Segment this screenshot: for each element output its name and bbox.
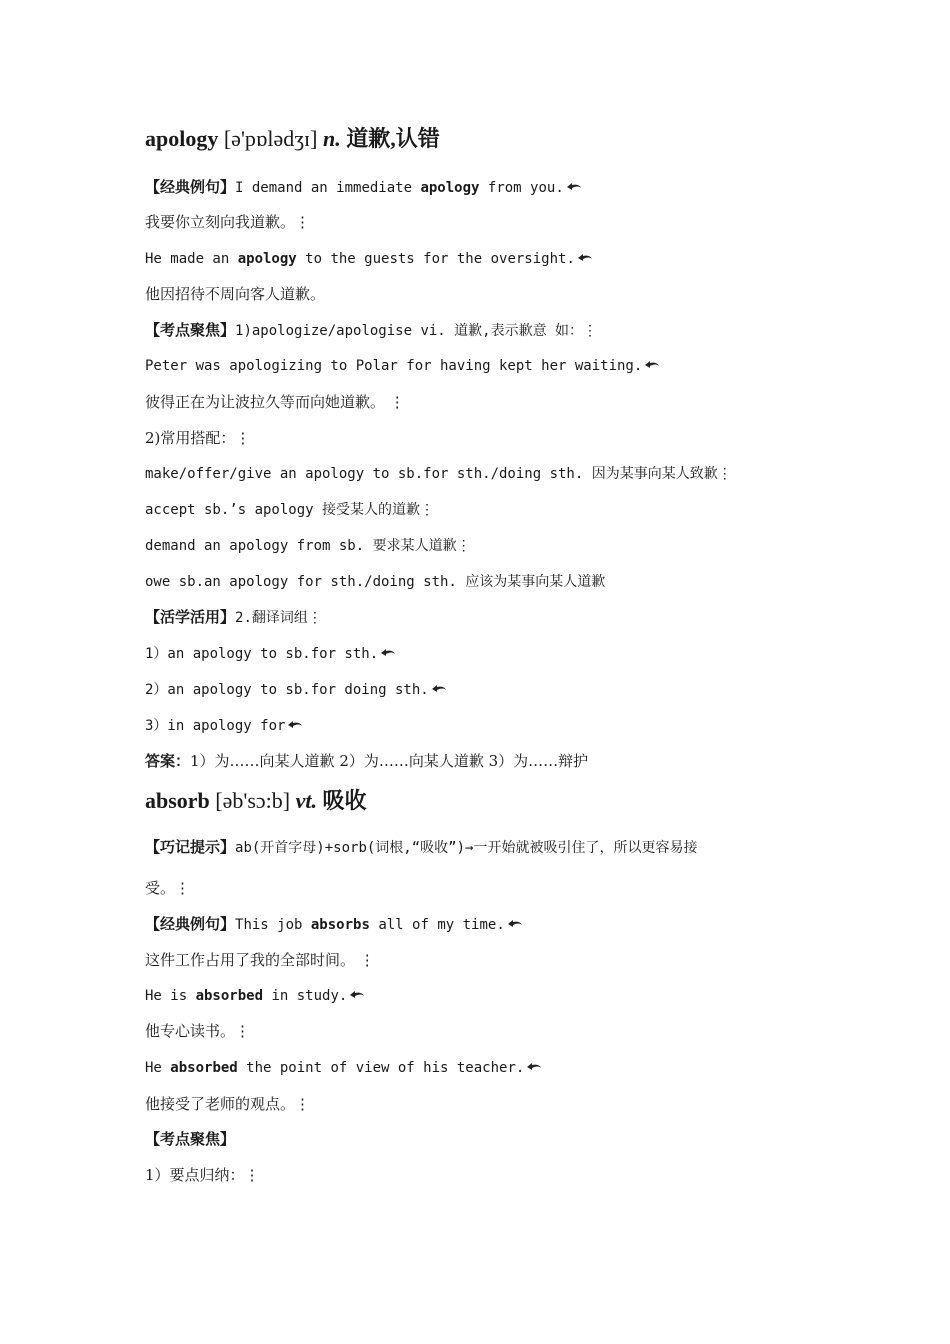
keyword: absorbed [195,988,264,1004]
example-text: all of my time. [369,917,505,933]
phonetic: [əb'sɔ:b] [215,788,291,813]
answer-tag: 答案： [145,752,191,770]
focus-line [145,320,597,341]
collocation-line: demand an apology from sb. 要求某人道歉⋮ [145,538,471,554]
collocation-line: owe sb.an apology for sth./doing sth. 应该为某事向某人道歉 [145,574,606,590]
keyword: absorbs [310,917,370,933]
translation-line: 这件工作占用了我的全部时间。 ⋮ [145,951,375,969]
mnemonic-line: 受。⋮ [145,879,191,897]
answer-text: 1）为……向某人道歉 2）为……向某人道歉 3）为……辩护 [190,752,589,770]
example-text: He is [145,988,196,1004]
translation-line: 他接受了老师的观点。⋮ [145,1095,311,1113]
answer-line [145,751,588,771]
example-text: in study. [263,988,348,1004]
exercise-item [145,716,303,736]
audio-arrow-icon [431,683,447,695]
keyword: apology [420,180,480,196]
focus-line: 1）要点归纳：⋮ [145,1166,260,1184]
section-tag: 【经典例句】 [145,915,236,933]
example-line [145,249,593,269]
audio-arrow-icon [644,359,660,371]
part-of-speech: vt. [295,788,318,813]
mnemonic-line [145,837,697,858]
focus-text: 1)apologize/apologise vi. 道歉,表示歉意 如：⋮ [235,323,598,339]
example-text: I demand an immediate [235,180,421,196]
audio-arrow-icon [566,181,582,193]
exercise-item [145,644,396,664]
example-line [145,177,582,198]
phonetic: [ə'pɒlədʒɪ] [223,126,318,151]
example-line [145,986,365,1006]
translation-line: 彼得正在为让波拉久等而向她道歉。 ⋮ [145,393,405,411]
section-tag: 【考点聚焦】 [145,321,236,339]
section-tag: 【考点聚焦】 [145,1130,236,1148]
example-text: This job [235,917,311,933]
headword: absorb [145,788,210,813]
exercise-item [145,680,447,700]
translation-line: 我要你立刻向我道歉。⋮ [145,213,311,231]
example-text: from you. [479,180,564,196]
entry-heading-absorb [145,787,367,815]
section-tag: 【活学活用】 [145,608,236,626]
audio-arrow-icon [526,1061,542,1073]
practice-line [145,607,322,628]
mnemonic-text: ab(开首字母)+sorb(词根,“吸收”)→一开始就被吸引住了，所以更容易接 [235,840,698,856]
headword: apology [145,126,219,151]
practice-text: 2.翻译词组⋮ [235,610,322,626]
keyword: apology [237,251,297,267]
example-text: Peter was apologizing to Polar for having kept her waiting. [145,358,643,374]
collocation-line: accept sb.’s apology 接受某人的道歉⋮ [145,502,435,518]
section-tag: 【经典例句】 [145,178,236,196]
example-text: He [145,1060,171,1076]
audio-arrow-icon [380,647,396,659]
exercise-text: 2）an apology to sb.for doing sth. [145,682,429,698]
example-text: the point of view of his teacher. [237,1060,525,1076]
focus-line: 2)常用搭配：⋮ [145,429,251,447]
example-text: He made an [145,251,238,267]
part-of-speech: n. [323,126,341,151]
meaning: 道歉,认错 [346,126,440,151]
keyword: absorbed [170,1060,238,1076]
meaning: 吸收 [322,788,367,813]
collocation-line: make/offer/give an apology to sb.for sth./doing sth. 因为某事向某人致歉⋮ [145,466,732,482]
translation-line: 他专心读书。⋮ [145,1022,251,1040]
example-text: to the guests for the oversight. [296,251,575,267]
entry-heading-apology [145,125,440,153]
audio-arrow-icon [507,918,523,930]
audio-arrow-icon [577,252,593,264]
exercise-text: 3）in apology for [145,718,286,734]
audio-arrow-icon [349,989,365,1001]
translation-line: 他因招待不周向客人道歉。 [145,285,326,303]
section-tag: 【巧记提示】 [145,838,236,856]
example-line [145,1058,542,1078]
example-line [145,914,523,935]
exercise-text: 1）an apology to sb.for sth. [145,646,379,662]
example-line [145,356,660,376]
audio-arrow-icon [287,719,303,731]
